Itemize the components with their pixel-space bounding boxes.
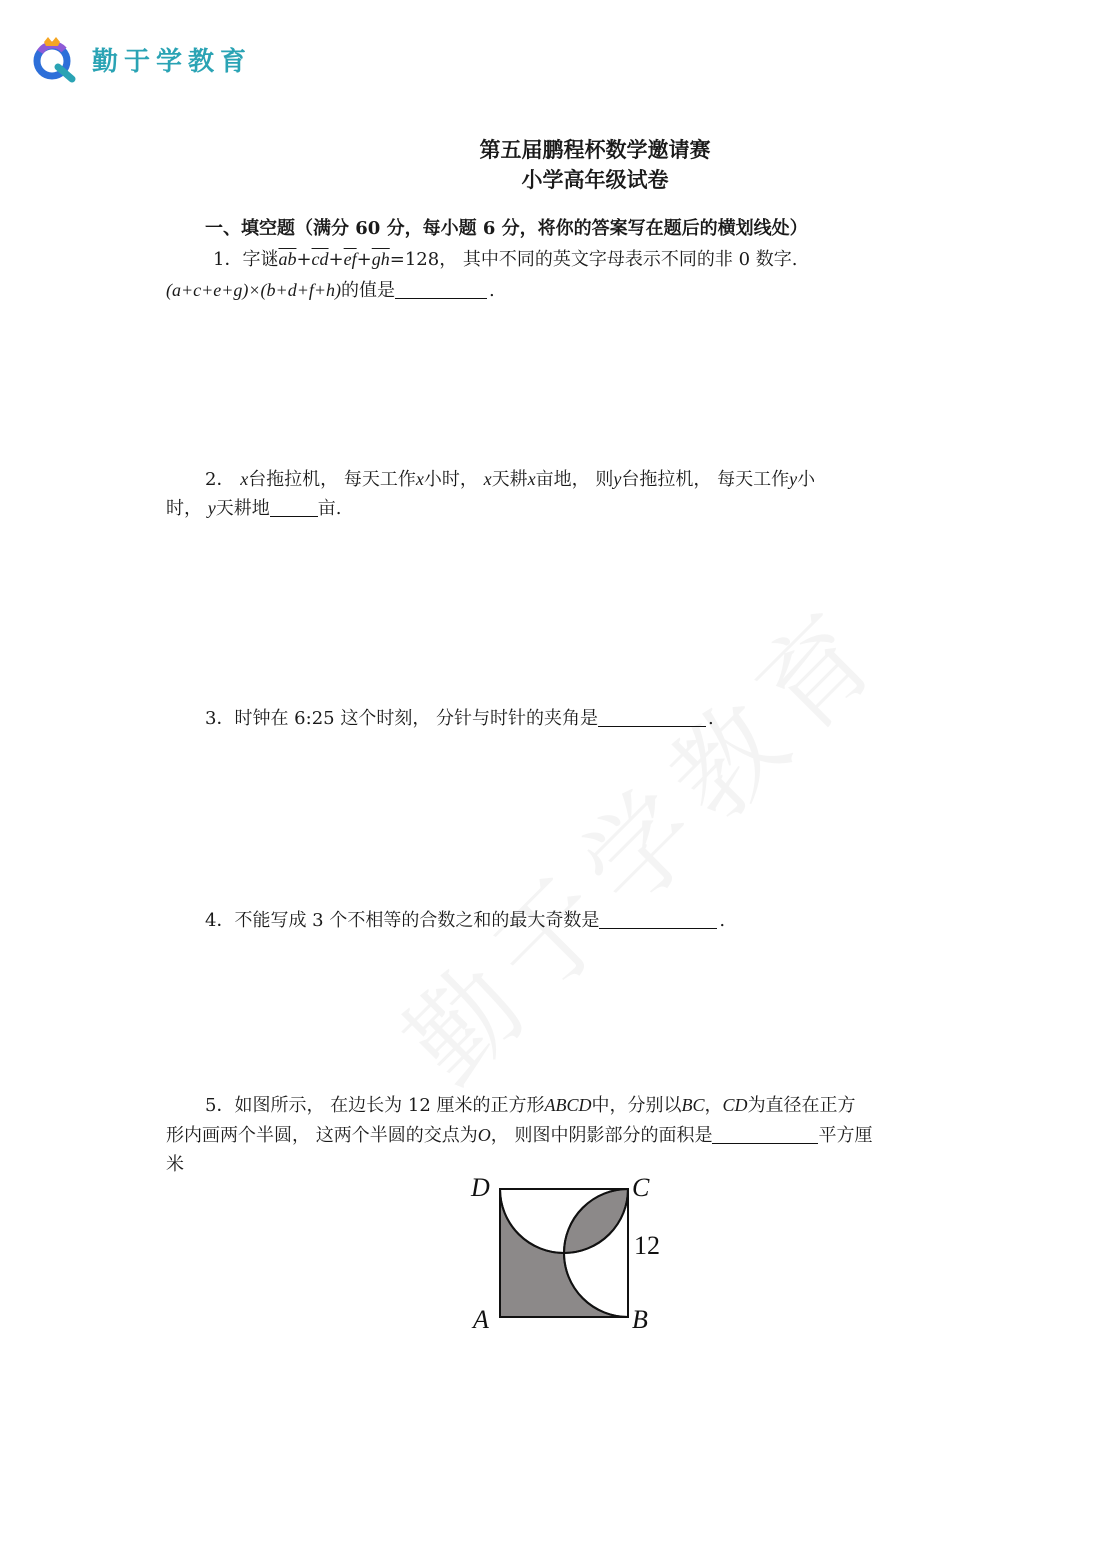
logo-text: 勤于学教育 [92,46,253,77]
q5-text: 平方厘 [818,1125,873,1146]
var-x: x [240,469,249,489]
answer-blank-4[interactable] [599,910,717,929]
label-b: B [632,1305,648,1334]
label-d: D [471,1173,490,1202]
question-4: 4．不能写成 3 个不相等的合数之和的最大奇数是 . [205,910,726,931]
question-number: 1． [213,249,243,270]
q5-text: 形内画两个半圆， 这两个半圆的交点为 [166,1125,478,1146]
logo [30,34,252,84]
label-a: A [473,1305,489,1334]
q5-point-o: O [477,1125,491,1145]
q2-text: 天耕 [491,469,528,490]
q4-text: 4．不能写成 3 个不相等的合数之和的最大奇数是 [205,910,600,931]
q2-text: 亩. [317,498,342,519]
shaded-region-upper [564,1189,628,1253]
answer-blank-5[interactable] [712,1125,818,1144]
q1-term-ab: $\overline{ab}$ [278,249,297,269]
question-1-line-2: (a+c+e+g)×(b+d+f+h)的值是 . [166,280,495,301]
q1-term-ef: $\overline{ef}$ [343,249,357,269]
q2-text: 亩地， 则 [535,469,614,490]
q5-bc: BC [681,1095,705,1115]
question-number: 5． [205,1095,235,1116]
var-x: x [483,469,492,489]
logo-q-icon [30,34,80,84]
q3-text: 3．时钟在 6:25 这个时刻， 分针与时针的夹角是 [205,708,599,729]
q5-cd: CD [722,1095,748,1115]
question-1-line-1: 1．字谜$\overline{ab}+\overline{cd}+\overline{ef}+\overline{gh}=128$， 其中不同的英文字母表示不同的非 0 数字. [213,249,798,270]
label-side-12: 12 [634,1231,660,1260]
q1-term-cd: $\overline{cd}$ [311,249,329,269]
section-heading: 一、填空题（满分 60 分，每小题 6 分，将你的答案写在题后的横划线处） [205,218,808,239]
q2-text: 台拖拉机， 每天工作 [621,469,790,490]
answer-blank-2[interactable] [270,498,318,517]
q2-text: 小时， [423,469,484,490]
q2-text: 时， [166,498,208,519]
question-2-line-2 [166,494,341,520]
answer-blank-1[interactable] [395,280,487,299]
q1-expression: (a+c+e+g)×(b+d+f+h) [166,280,341,300]
geometry-figure [468,1172,668,1338]
question-3: 3．时钟在 6:25 这个时刻， 分针与时针的夹角是 . [205,708,714,729]
q5-text: ， 则图中阴影部分的面积是 [490,1125,713,1146]
var-x: x [527,469,536,489]
question-5-line-1 [205,1091,856,1117]
q1-text-post: ， 其中不同的英文字母表示不同的非 0 数字. [439,249,798,270]
q2-text: 台拖拉机， 每天工作 [248,469,416,490]
q2-text: 天耕地 [215,498,270,519]
q5-text: 为直径在正方 [747,1095,856,1116]
q1-term-gh: $\overline{gh}$ [371,249,390,269]
question-2-line-1 [205,465,815,491]
var-y: y [207,498,216,518]
question-5-line-3 [166,1150,184,1176]
answer-blank-3[interactable] [598,708,706,727]
q1-equals: =128 [389,249,440,270]
watermark [366,563,914,1111]
q5-text: 米 [166,1154,184,1175]
q5-text: 如图所示， 在边长为 12 厘米的正方形 [234,1095,545,1116]
q5-text: ， [704,1095,723,1116]
label-c: C [632,1173,650,1202]
exam-title: 第五届鹏程杯数学邀请赛 [479,137,711,162]
q1-tail: 的值是 [340,280,395,301]
exam-subtitle: 小学高年级试卷 [521,167,669,192]
var-x: x [415,469,424,489]
question-number: 2． [205,469,235,490]
q2-text: 小 [797,469,816,490]
var-y: y [613,469,622,489]
q5-text: 中，分别以 [591,1095,682,1116]
q5-square-label: ABCD [544,1095,592,1115]
var-y: y [789,469,798,489]
q1-text: 字谜 [242,249,279,270]
question-5-line-2 [166,1121,872,1147]
